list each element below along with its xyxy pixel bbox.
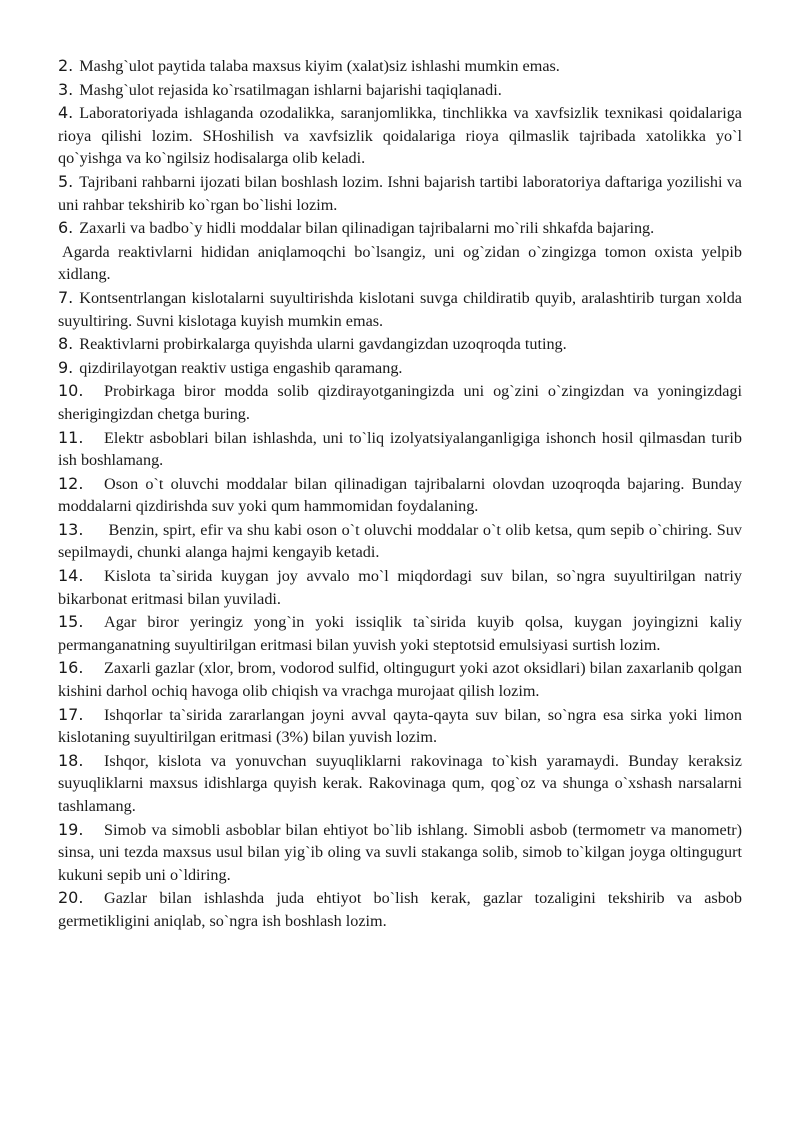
item-number: 9. bbox=[58, 357, 74, 377]
rule-item-13 bbox=[58, 519, 742, 564]
rule-item-7 bbox=[58, 287, 742, 332]
item-text: Kontsentrlangan kislotalarni suyultirishda kislotani suvga childiratib quyib, aralashtirib turgan xolda suyultiring. Suvni kislotaga kuyish mumkin emas. bbox=[58, 288, 742, 330]
item-text: Ishqorlar ta`sirida zararlangan joyni avval qayta-qayta suv bilan, so`ngra esa sirka yoki limon kislotaning suyultirilgan eritmasi (3%) bilan yuvish lozim. bbox=[58, 705, 742, 747]
item-number: 20. bbox=[58, 888, 84, 908]
rule-item-16 bbox=[58, 657, 742, 702]
item-number: 3. bbox=[58, 79, 74, 99]
rule-item-18 bbox=[58, 750, 742, 818]
item-number: 15. bbox=[58, 612, 84, 632]
document-page bbox=[58, 55, 742, 934]
item-text: Reaktivlarni probirkalarga quyishda ularni gavdangizdan uzoqroqda tuting. bbox=[79, 335, 567, 354]
item-number: 13. bbox=[58, 519, 84, 539]
item-number: 5. bbox=[58, 171, 74, 191]
item-number: 8. bbox=[58, 334, 74, 354]
item-number: 10. bbox=[58, 381, 84, 401]
rule-item-4 bbox=[58, 102, 742, 170]
rule-item-6 bbox=[58, 217, 742, 240]
item-number: 11. bbox=[58, 427, 84, 447]
item-number: 12. bbox=[58, 473, 84, 493]
rule-item-2 bbox=[58, 55, 742, 78]
item-number: 14. bbox=[58, 566, 84, 586]
rule-item-11 bbox=[58, 427, 742, 472]
rule-item-20 bbox=[58, 887, 742, 932]
item-number: 2. bbox=[58, 56, 74, 75]
rule-item-17 bbox=[58, 704, 742, 749]
item-text: Kislota ta`sirida kuygan joy avvalo mo`l miqdordagi suv bilan, so`ngra suyultirilgan natriy bikarbonat eritmasi bilan yuviladi. bbox=[58, 567, 742, 608]
item-text: Oson o`t oluvchi moddalar bilan qilinadigan tajribalarni olovdan uzoqroqda bajaring. Bunday moddalarni qizdirishda suv yoki qum hammomidan foydalaning. bbox=[58, 474, 742, 516]
item-text: Probirkaga biror modda solib qizdirayotganingizda uni og`zini o`zingizdan va yoningizdagi sherigingizdan chetga buring. bbox=[58, 382, 742, 423]
item-text: Agarda reaktivlarni hididan aniqlamoqchi bo`lsangiz, uni og`zidan o`zingizga tomon oxista yelpib xidlang. bbox=[58, 242, 742, 284]
item-number: 19. bbox=[58, 819, 84, 839]
item-text: Elektr asboblari bilan ishlashda, uni to`liq izolyatsiyalanganligiga ishonch hosil qilmasdan turib ish boshlamang. bbox=[58, 428, 742, 470]
rule-item-6-note bbox=[58, 241, 742, 286]
item-number: 16. bbox=[58, 658, 84, 678]
item-text: qizdirilayotgan reaktiv ustiga engashib qaramang. bbox=[79, 358, 403, 377]
rule-item-19 bbox=[58, 819, 742, 887]
item-text: Benzin, spirt, efir va shu kabi oson o`t oluvchi moddalar o`t olib ketsa, qum sepib o`chiring. Suv sepilmaydi, chunki alanga hajmi kengayib ketadi. bbox=[58, 520, 742, 562]
rule-item-12 bbox=[58, 473, 742, 518]
item-text: Agar biror yeringiz yong`in yoki issiqlik ta`sirida kuyib qolsa, kuygan joyingizni kaliy permanganatning suyultirilgan eritmasi bilan yuvish yoki steptotsid emulsiyasi surtish lozim. bbox=[58, 613, 742, 654]
rule-item-15 bbox=[58, 611, 742, 656]
rule-item-5 bbox=[58, 171, 742, 216]
item-text: Zaxarli va badbo`y hidli moddalar bilan qilinadigan tajribalarni mo`rili shkafda bajaring. bbox=[79, 219, 655, 238]
item-number: 17. bbox=[58, 704, 84, 724]
rule-item-3 bbox=[58, 79, 742, 102]
item-number: 6. bbox=[58, 218, 74, 238]
item-text: Tajribani rahbarni ijozati bilan boshlash lozim. Ishni bajarish tartibi laboratoriya daftariga yozilishi va uni rahbar tekshirib ko`rgan bo`lishi lozim. bbox=[58, 172, 742, 214]
rule-item-8 bbox=[58, 333, 742, 356]
item-text: Simob va simobli asboblar bilan ehtiyot bo`lib ishlang. Simobli asbob (termometr va manometr) sinsa, uni tezda maxsus usul bilan yig`ib oling va suvli stakanga solib, simob to`kilgan joyga oltingugurt kukuni sepib uni o`ldiring. bbox=[58, 820, 742, 884]
item-text: Gazlar bilan ishlashda juda ehtiyot bo`lish kerak, gazlar tozaligini tekshirib va asbob germetikligini aniqlab, so`ngra ish boshlash lozim. bbox=[58, 889, 742, 930]
item-number: 18. bbox=[58, 750, 84, 770]
item-text: Mashg`ulot rejasida ko`rsatilmagan ishlarni bajarishi taqiqlanadi. bbox=[79, 80, 502, 99]
item-text: Mashg`ulot paytida talaba maxsus kiyim (xalat)siz ishlashi mumkin emas. bbox=[79, 57, 560, 75]
item-text: Laboratoriyada ishlaganda ozodalikka, saranjomlikka, tinchlikka va xavfsizlik texnikasi qoidalariga rioya qilishi lozim. SHoshilish va xavfsizlik qoidalariga rioya qilmaslik tajribada xatolikka yo`l qo`yishga va ko`ngilsiz hodisalarga olib keladi. bbox=[58, 104, 742, 168]
item-text: Zaxarli gazlar (xlor, brom, vodorod sulfid, oltingugurt yoki azot oksidlari) bilan zaxarlanib qolgan kishini darhol ochiq havoga olib chiqish va vrachga murojaat qilish lozim. bbox=[58, 659, 742, 701]
item-text: Ishqor, kislota va yonuvchan suyuqliklarni rakovinaga to`kish yaramaydi. Bunday keraksiz suyuqliklarni maxsus idishlarga quyish kerak. Rakovinaga qum, qog`oz va shunga o`xshash narsalarni tashlamang. bbox=[58, 751, 742, 815]
rule-item-10 bbox=[58, 380, 742, 425]
item-number: 4. bbox=[58, 103, 74, 123]
rule-item-9 bbox=[58, 357, 742, 380]
item-number: 7. bbox=[58, 287, 74, 307]
rule-item-14 bbox=[58, 565, 742, 610]
